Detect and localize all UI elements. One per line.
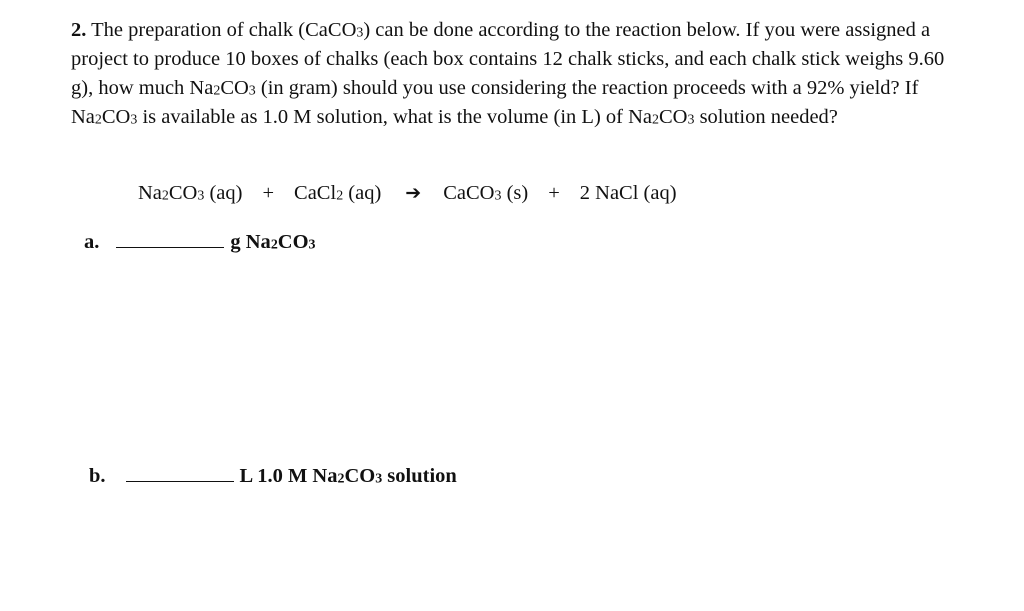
answer-blank-a[interactable] bbox=[116, 229, 224, 248]
answer-letter-b: b. bbox=[89, 465, 106, 487]
question-text-part: ) can be done according to the reaction below. If you were assigned a project to produce 10 boxes of chalks (each box contains 12 chalk sticks, and each chalk stick weighs 9.60 g), how much Na bbox=[71, 19, 945, 99]
reactant-sodium-carbonate: $Na_2CO_3$ (aq) bbox=[138, 182, 243, 204]
subscript: 3 bbox=[687, 112, 695, 128]
product-calcium-carbonate: CaCO$_3$ (s) bbox=[443, 182, 529, 204]
question-text-part: CO bbox=[220, 77, 249, 99]
answer-blank-b[interactable] bbox=[126, 463, 234, 482]
subscript: 2 bbox=[213, 83, 221, 99]
answer-unit-a: g $Na_2CO_3$ bbox=[230, 231, 316, 253]
subscript: 2 bbox=[652, 112, 659, 128]
subscript: 3 bbox=[248, 83, 256, 99]
question-text bbox=[71, 16, 971, 132]
subscript: 3 bbox=[130, 112, 138, 128]
question-text-part: CO bbox=[101, 106, 131, 128]
product-sodium-chloride: 2 NaCl (aq) bbox=[579, 182, 677, 204]
chemical-equation bbox=[138, 178, 677, 208]
subscript: 3 bbox=[356, 25, 364, 41]
plus-sign: + bbox=[548, 182, 560, 204]
answer-letter-a: a. bbox=[84, 231, 100, 253]
reaction-arrow-icon: ➔ bbox=[405, 182, 422, 204]
question-text-part: The preparation of chalk (CaCO bbox=[86, 19, 357, 41]
question-text-part: solution needed? bbox=[694, 106, 838, 128]
question-number: 2. bbox=[71, 19, 87, 41]
question-text-part: (in gram) should you use considering the reaction proceeds with a 92% yield? If Na bbox=[71, 77, 919, 128]
answer-line-b bbox=[89, 461, 457, 491]
reactant-calcium-chloride: CaCl$_2$ (aq) bbox=[294, 182, 382, 204]
answer-unit-b: L 1.0 M $Na_2CO_3$ solution bbox=[239, 465, 457, 487]
question-text-part: CO bbox=[658, 106, 688, 128]
plus-sign: + bbox=[262, 182, 275, 204]
subscript: 2 bbox=[94, 112, 102, 128]
question-text-part: is available as 1.0 M solution, what is the volume (in L) of Na bbox=[137, 106, 653, 128]
answer-line-a bbox=[84, 227, 316, 257]
